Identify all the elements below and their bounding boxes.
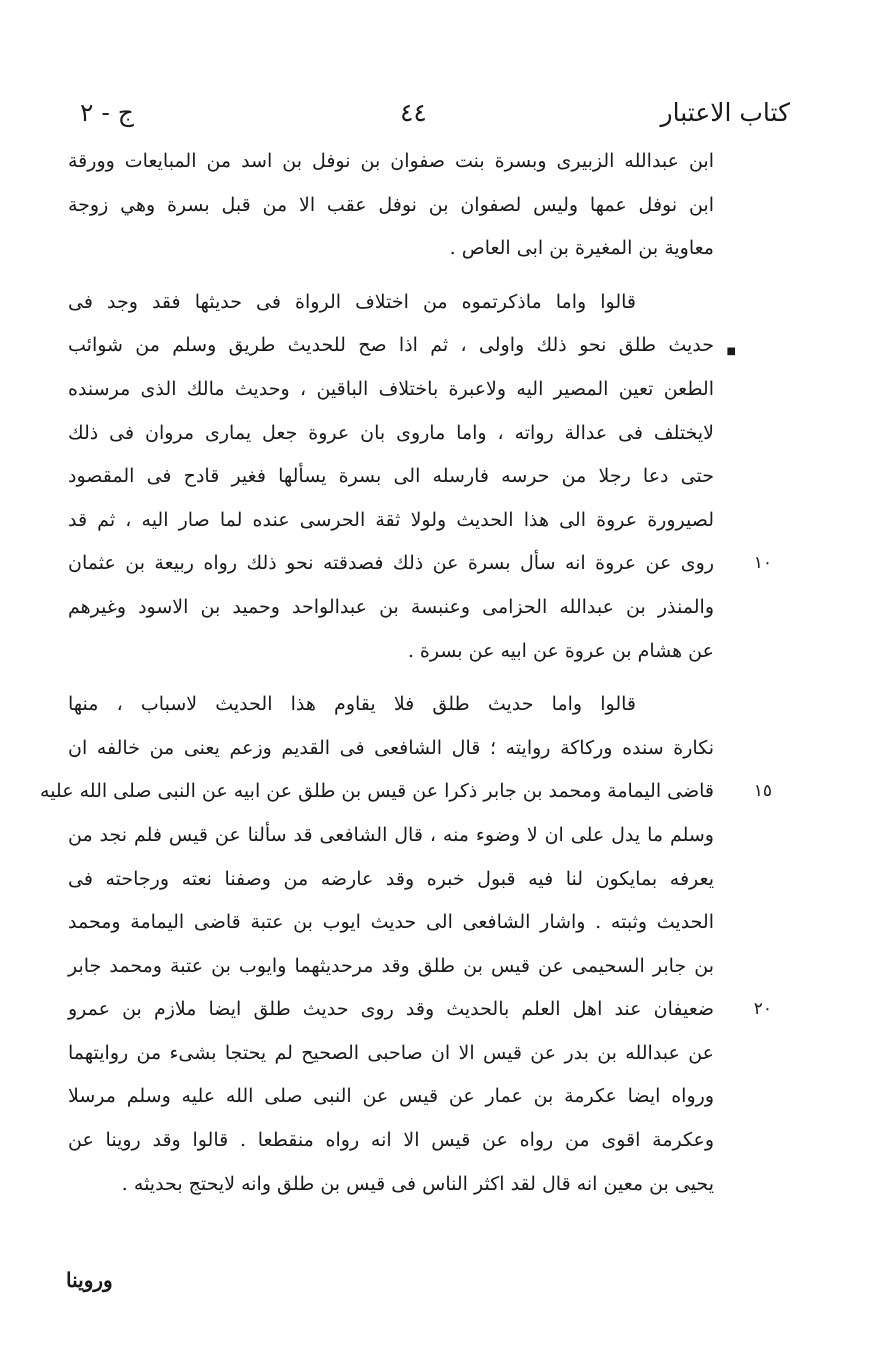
text-line: ابن نوفل عمها وليس لصفوان بن نوفل عقب الا من قبل بسرة وهي زوجة [68,193,714,216]
catchword: وروينا [66,1268,113,1292]
text-line: والمنذر بن عبدالله الحزامى وعنبسة بن عبدالواحد وحميد بن الاسود وغيرهم [68,595,714,618]
text-line-content: قاضى اليمامة ومحمد بن جابر ذكرا عن قيس بن طلق عن ابيه عن النبى صلى الله عليه [40,780,714,803]
text-line: وعكرمة اقوى من رواه عن قيس الا انه رواه منقطعا . قالوا وقد روينا عن [68,1129,714,1152]
line-number-10: ١٠ [753,553,772,574]
text-line: قالوا واما حديث طلق فلا يقاوم هذا الحديث لاسباب ، منها [68,693,636,716]
text-line: بن جابر السحيمى عن قيس بن طلق وقد مرحديثهما وايوب بن عتبة ومحمد جابر [68,954,714,977]
volume-number: ج - ٢ [80,98,134,127]
text-line: ابن عبدالله الزبيرى وبسرة بنت صفوان بن نوفل بن اسد من المبايعات وورقة [68,150,714,172]
text-line-content: ضعيفان عند اهل العلم بالحديث وقد روى حديث طلق ايضا ملازم بن عمرو [68,998,714,1021]
text-line: معاوية بن المغيرة بن ابى العاص . [449,237,714,260]
text-line: عن عبدالله بن بدر عن قيس الا ان صاحبى الصحيح لم يحتجا بشىء من روايتهما [68,1041,714,1064]
text-line-numbered [40,770,772,814]
text-line: الطعن تعين المصير اليه ولاعبرة باختلاف الباقين ، وحديث مالك الذى مرسنده [68,377,714,400]
text-line-with-mark [68,324,736,368]
margin-mark: ■ [726,346,736,358]
text-line: يحيى بن معين انه قال لقد اكثر الناس فى قيس بن طلق وانه لايحتج بحديثه . [121,1172,714,1195]
text-line: لصيرورة عروة الى هذا الحديث ولولا ثقة الحرسى عنده لما صار اليه ، ثم قد [68,508,714,531]
text-line: قالوا واما ماذكرتموه من اختلاف الرواة فى حديثها فقد وجد فى [68,290,636,313]
line-number-15: ١٥ [753,781,772,802]
text-line: عن هشام بن عروة عن ابيه عن بسرة . [407,639,714,662]
page-number: ٤٤ [400,98,427,127]
text-line-numbered [68,542,772,586]
text-line-content: حديث طلق نحو ذلك واولى ، ثم اذا صح للحديث طريق وسلم من شوائب [68,334,714,357]
line-number-20: ٢٠ [753,999,772,1020]
text-line: يعرفه بمايكون لنا فيه قبول خبره وقد عارضه من وصفنا نعته ورجاحته فى [68,867,714,890]
running-header [80,98,790,138]
body-text [40,140,772,1206]
text-line: حتى دعا رجلا من حرسه فارسله الى بسرة يسألها فغير قادح فى المقصود [68,465,714,488]
text-line: لايختلف فى عدالة رواته ، واما ماروى بان عروة جعل يمارى مروان فى ذلك [68,421,714,444]
text-line: ورواه ايضا عكرمة بن عمار عن قيس عن النبى صلى الله عليه وسلم مرسلا [68,1085,714,1108]
book-title: كتاب الاعتبار [660,98,790,127]
text-line-numbered [68,988,772,1032]
text-line: نكارة سنده وركاكة روايته ؛ قال الشافعى فى القديم وزعم يعنى من خالفه ان [68,736,714,759]
text-line-content: روى عن عروة انه سأل بسرة عن ذلك فصدقته نحو ذلك رواه ربيعة بن عثمان [68,552,714,575]
text-line: الحديث وثبته . واشار الشافعى الى حديث ايوب بن عتبة قاضى اليمامة ومحمد [68,911,714,934]
text-line: وسلم ما يدل على ان لا وضوء منه ، قال الشافعى قد سألنا عن قيس فلم نجد من [68,823,714,846]
